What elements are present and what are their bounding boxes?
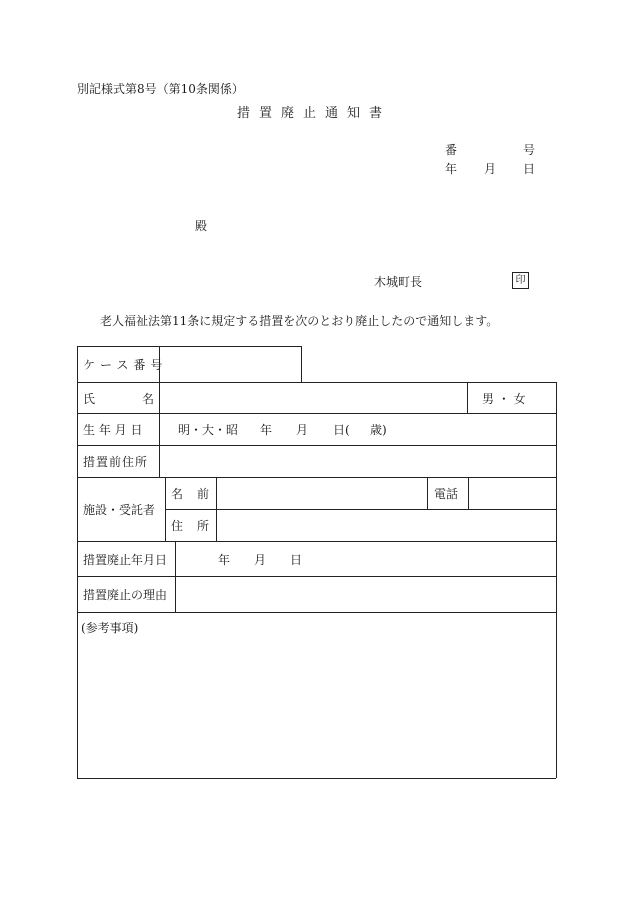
previous-address-label: 措置前住所 (83, 455, 149, 469)
facility-name-field[interactable] (218, 478, 425, 509)
table-line (77, 413, 556, 414)
facility-name-label-first: 名 (171, 487, 184, 501)
abolish-day-label: 日 (290, 552, 303, 567)
table-line (556, 382, 557, 778)
date-year-label: 年 (445, 162, 458, 176)
case-number-label: ケース番号 (83, 358, 168, 372)
date-month-label: 月 (483, 162, 496, 176)
birth-date-label: 生 年 月 日 (83, 423, 143, 437)
facility-address-label-second: 所 (197, 519, 210, 533)
phone-label: 電話 (434, 487, 459, 501)
facility-name-label-second: 前 (197, 487, 210, 501)
facility-address-field[interactable] (218, 510, 555, 541)
notes-label: (参考事項) (81, 620, 139, 635)
birth-year-label: 年 (260, 423, 273, 437)
gender-options[interactable]: 男 ・ 女 (482, 391, 526, 406)
phone-field[interactable] (470, 478, 555, 509)
table-line (216, 477, 217, 541)
table-line (165, 477, 166, 541)
number-date-block (445, 141, 535, 179)
birth-era-options[interactable]: 明・大・昭 (178, 423, 239, 437)
seal-mark: 印 (512, 272, 529, 289)
table-line (427, 477, 428, 509)
name-label-first: 氏 (83, 391, 96, 406)
number-suffix: 号 (522, 143, 535, 157)
date-row (445, 160, 535, 179)
previous-address-field[interactable] (161, 446, 555, 477)
age-suffix-label: 歳) (370, 423, 387, 437)
birth-month-label: 月 (296, 423, 309, 437)
notes-field[interactable] (79, 638, 555, 776)
table-line (467, 382, 468, 413)
table-line (301, 346, 302, 382)
abolish-year-label: 年 (218, 552, 231, 567)
name-label-second: 名 (142, 391, 155, 406)
abolish-date-label: 措置廃止年月日 (83, 552, 168, 567)
table-line (77, 778, 556, 779)
abolish-reason-field[interactable] (177, 577, 555, 612)
number-label: 番 (445, 143, 458, 157)
document-title: 措置廃止通知書 (237, 106, 392, 121)
table-line (77, 612, 556, 613)
addressee-honorific: 殿 (195, 219, 208, 233)
table-line (468, 477, 469, 509)
notice-body-text: 老人福祉法第11条に規定する措置を次のとおり廃止したので通知します。 (100, 314, 499, 328)
birth-day-label: 日( (333, 423, 350, 437)
issuer-name: 木城町長 (374, 275, 423, 289)
case-number-field[interactable] (161, 347, 300, 382)
date-day-label: 日 (522, 162, 535, 176)
facility-address-label-first: 住 (171, 519, 184, 533)
abolish-month-label: 月 (254, 552, 267, 567)
table-line (77, 346, 78, 778)
facility-contractor-label: 施設・受託者 (83, 503, 156, 517)
name-field[interactable] (161, 383, 466, 413)
form-number-label: 別記様式第8号（第10条関係） (77, 82, 244, 96)
abolish-reason-label: 措置廃止の理由 (83, 588, 168, 602)
table-line (175, 541, 176, 612)
number-row (445, 141, 535, 160)
